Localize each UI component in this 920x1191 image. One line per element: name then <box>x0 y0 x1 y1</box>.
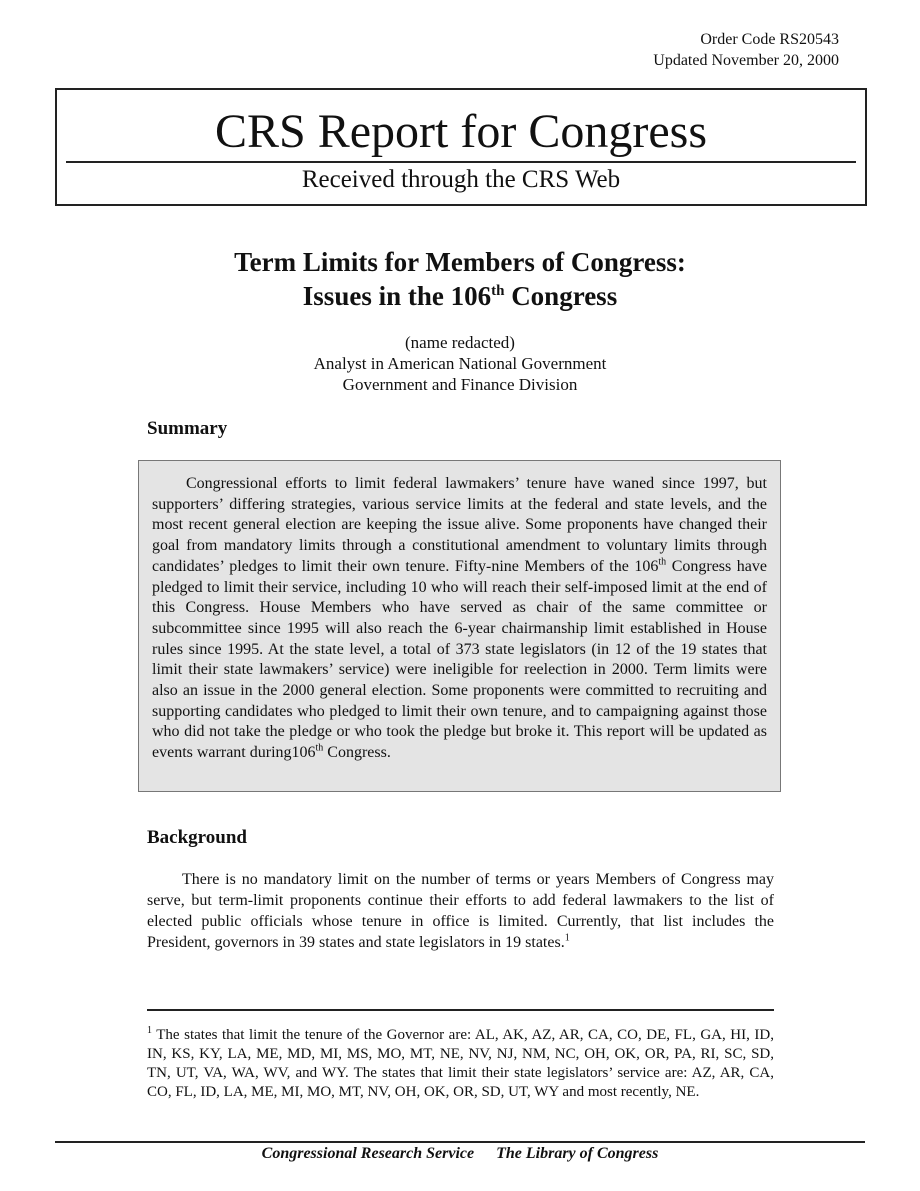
summary-text: Congressional efforts to limit federal lawmakers’ tenure have waned since 1997, but supporters’ differing strategies, various service limits at the federal and state levels, and the most recent general election are keeping the issue alive. Some proponents have changed their goal from mandatory limits through a constitutional amendment to voluntary limits through candidates’ pledges to limit their own tenure. Fifty-nine Members of the 106th Congress have pledged to limit their service, including 10 who will reach their self-imposed limit at the end of this Congress. House Members who have served as chair of the same committee or subcommittee since 1995 will also reach the 6-year chairmanship limit established in House rules since 1995. At the state level, a total of 373 state legislators (in 12 of the 19 states that limit their state lawmakers’ service) were ineligible for reelection in 2000. Term limits were also an issue in the 2000 general election. Some proponents were committed to recruiting and supporting candidates who pledged to limit their own tenure, and to campaigning against those who did not take the pledge or who took the pledge but broke it. This report will be updated as events warrant during106th Congress. <box>152 475 768 762</box>
report-title-line2: Issues in the 106th Congress <box>302 281 618 311</box>
report-banner <box>55 88 867 206</box>
summary-box <box>138 460 781 792</box>
footer-left: Congressional Research Service <box>261 1145 475 1162</box>
author-name: (name redacted) <box>405 333 515 352</box>
report-title-line1: Term Limits for Members of Congress: <box>234 247 686 277</box>
footnote-1: $^1$ The states that limit the tenure of the Governor are: AL, AK, AZ, AR, CA, CO, DE, FL, GA, HI, ID, IN, KS, KY, LA, ME, MD, MI, MS, MO, MT, NE, NV, NJ, NM, NC, OH, OK, OR, PA, RI, SC, SD, TN, UT, VA, WA, WV, and WY. The states that limit their state legislators’ service are: AZ, AR, CA, CO, FL, ID, LA, ME, MI, MO, MT, NV, OH, OK, OR, SD, UT, WY and most recently, NE. <box>147 1025 774 1100</box>
author-block <box>0 332 920 395</box>
banner-title: CRS Report for Congress <box>215 105 707 158</box>
background-heading: Background <box>147 827 247 848</box>
footnote-reference[interactable]: 1 <box>564 932 570 944</box>
footnote-divider <box>147 1009 774 1011</box>
updated-date: Updated November 20, 2000 <box>653 52 839 69</box>
author-division: Government and Finance Division <box>342 375 578 394</box>
footer-right: The Library of Congress <box>496 1145 659 1162</box>
summary-heading: Summary <box>147 418 228 439</box>
background-paragraph: There is no mandatory limit on the number of terms or years Members of Congress may serve, but term-limit proponents continue their efforts to add federal lawmakers to the list of elected public officials whose tenure in office is limited. Currently, that list includes the President, governors in 39 states and state legislators in 19 states.$^1$ <box>147 871 774 951</box>
order-code: Order Code RS20543 <box>700 31 839 48</box>
page-footer <box>0 1143 920 1165</box>
order-info <box>653 29 839 71</box>
author-position: Analyst in American National Government <box>313 354 607 373</box>
banner-subtitle: Received through the CRS Web <box>301 166 621 193</box>
banner-rule <box>66 161 856 163</box>
